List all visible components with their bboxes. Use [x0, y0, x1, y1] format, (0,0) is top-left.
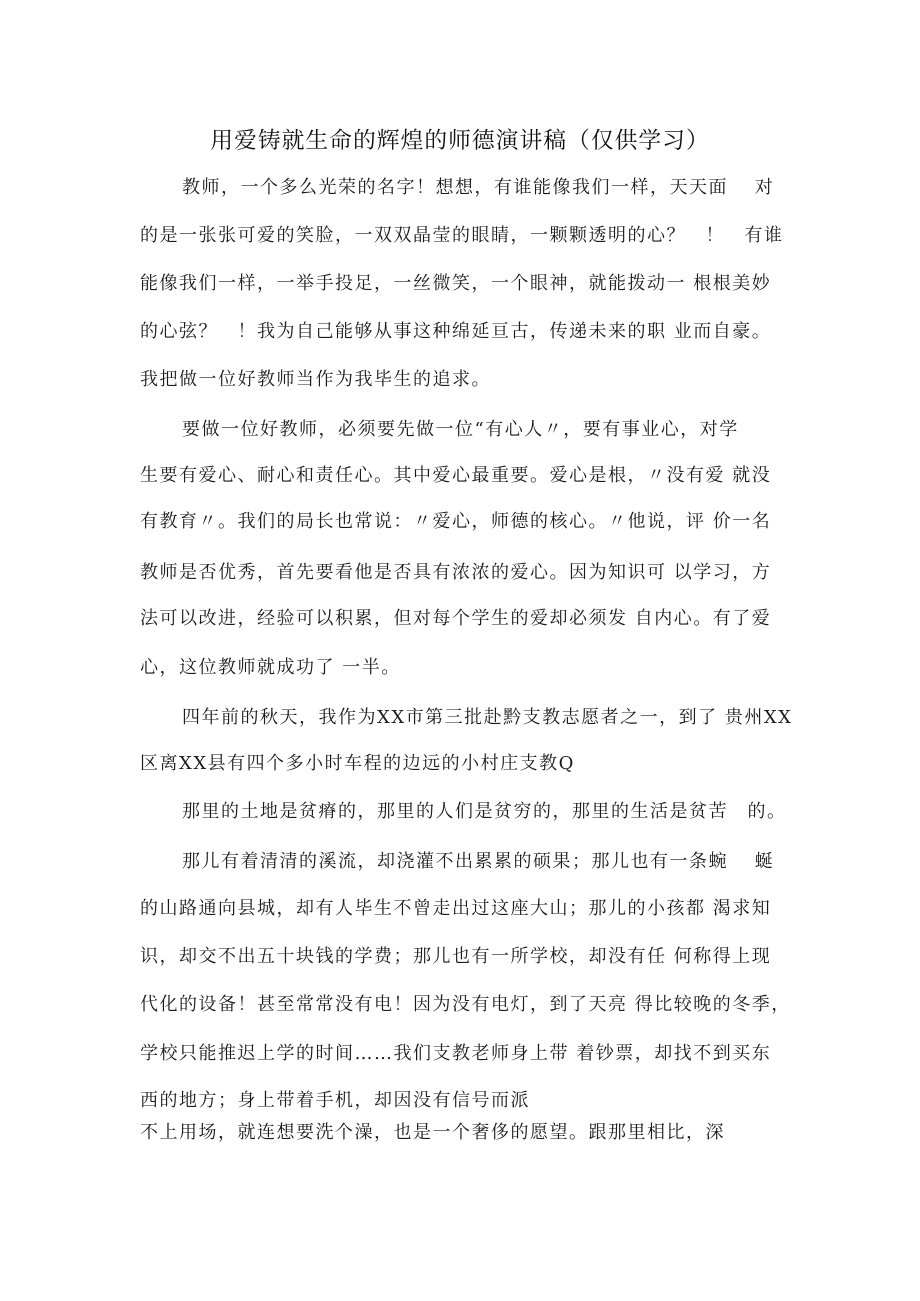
- text-line: 有教育〃。我们的局长也常说：〃爱心，师德的核心。〃他说，评 价一名: [140, 511, 772, 532]
- text-line: 识，却交不出五十块钱的学费；那儿也有一所学校，却没有任 何称得上现: [140, 946, 772, 967]
- text-line: 教师是否优秀，首先要看他是否具有浓浓的爱心。因为知识可 以学习，方: [140, 562, 772, 583]
- text-line: 那儿有着清清的溪流，却浇灌不出累累的硕果；那儿也有一条蜿 蜒: [182, 851, 775, 872]
- text-line: 要做一位好教师，必须要先做一位“有心人〃，要有事业心，对学: [182, 419, 739, 440]
- text-line: 教师，一个多么光荣的名字！想想，有谁能像我们一样，天天面 对: [182, 177, 775, 198]
- text-line: 的是一张张可爱的笑脸，一双双晶莹的眼睛，一颗颗透明的心？ ！ 有谁: [140, 225, 784, 246]
- text-line: 区离XX县有四个多小时车程的边远的小村庄支教Q: [140, 753, 575, 774]
- text-line: 我把做一位好教师当作为我毕生的追求。: [140, 369, 491, 390]
- text-line: 西的地方；身上带着手机，却因没有信号而派: [140, 1090, 530, 1111]
- text-line: 的山路通向县城，却有人毕生不曾走出过这座大山；那儿的小孩都 渴求知: [140, 898, 772, 919]
- text-line: 心，这位教师就成功了 一半。: [140, 657, 401, 678]
- text-line: 四年前的秋天，我作为XX市第三批赴黔支教志愿者之一，到了 贵州XX: [182, 707, 793, 728]
- text-line: 生要有爱心、耐心和责任心。其中爱心最重要。爱心是根，〃没有爱 就没: [140, 465, 772, 486]
- document-title: 用爱铸就生命的辉煌的师德演讲稿（仅供学习）: [210, 128, 710, 154]
- text-line: 那里的土地是贫瘠的，那里的人们是贫穷的，那里的生活是贫苦 的。: [182, 801, 787, 822]
- text-line: 不上用场，就连想要洗个澡，也是一个奢侈的愿望。跟那里相比，深: [140, 1122, 725, 1143]
- text-line: 法可以改进，经验可以积累，但对每个学生的爱却必须发 自内心。有了爱: [140, 608, 772, 629]
- text-line: 代化的设备！甚至常常没有电！因为没有电灯，到了天亮 得比较晚的冬季，: [140, 994, 791, 1015]
- text-line: 学校只能推迟上学的时间……我们支教老师身上带 着钞票，却找不到买东: [140, 1043, 772, 1064]
- text-line: 能像我们一样，一举手投足，一丝微笑，一个眼神，就能拨动一 根根美妙: [140, 273, 772, 294]
- text-line: 的心弦？ ！我为自己能够从事这种绵延亘古，传递未来的职 业而自豪。: [140, 321, 772, 342]
